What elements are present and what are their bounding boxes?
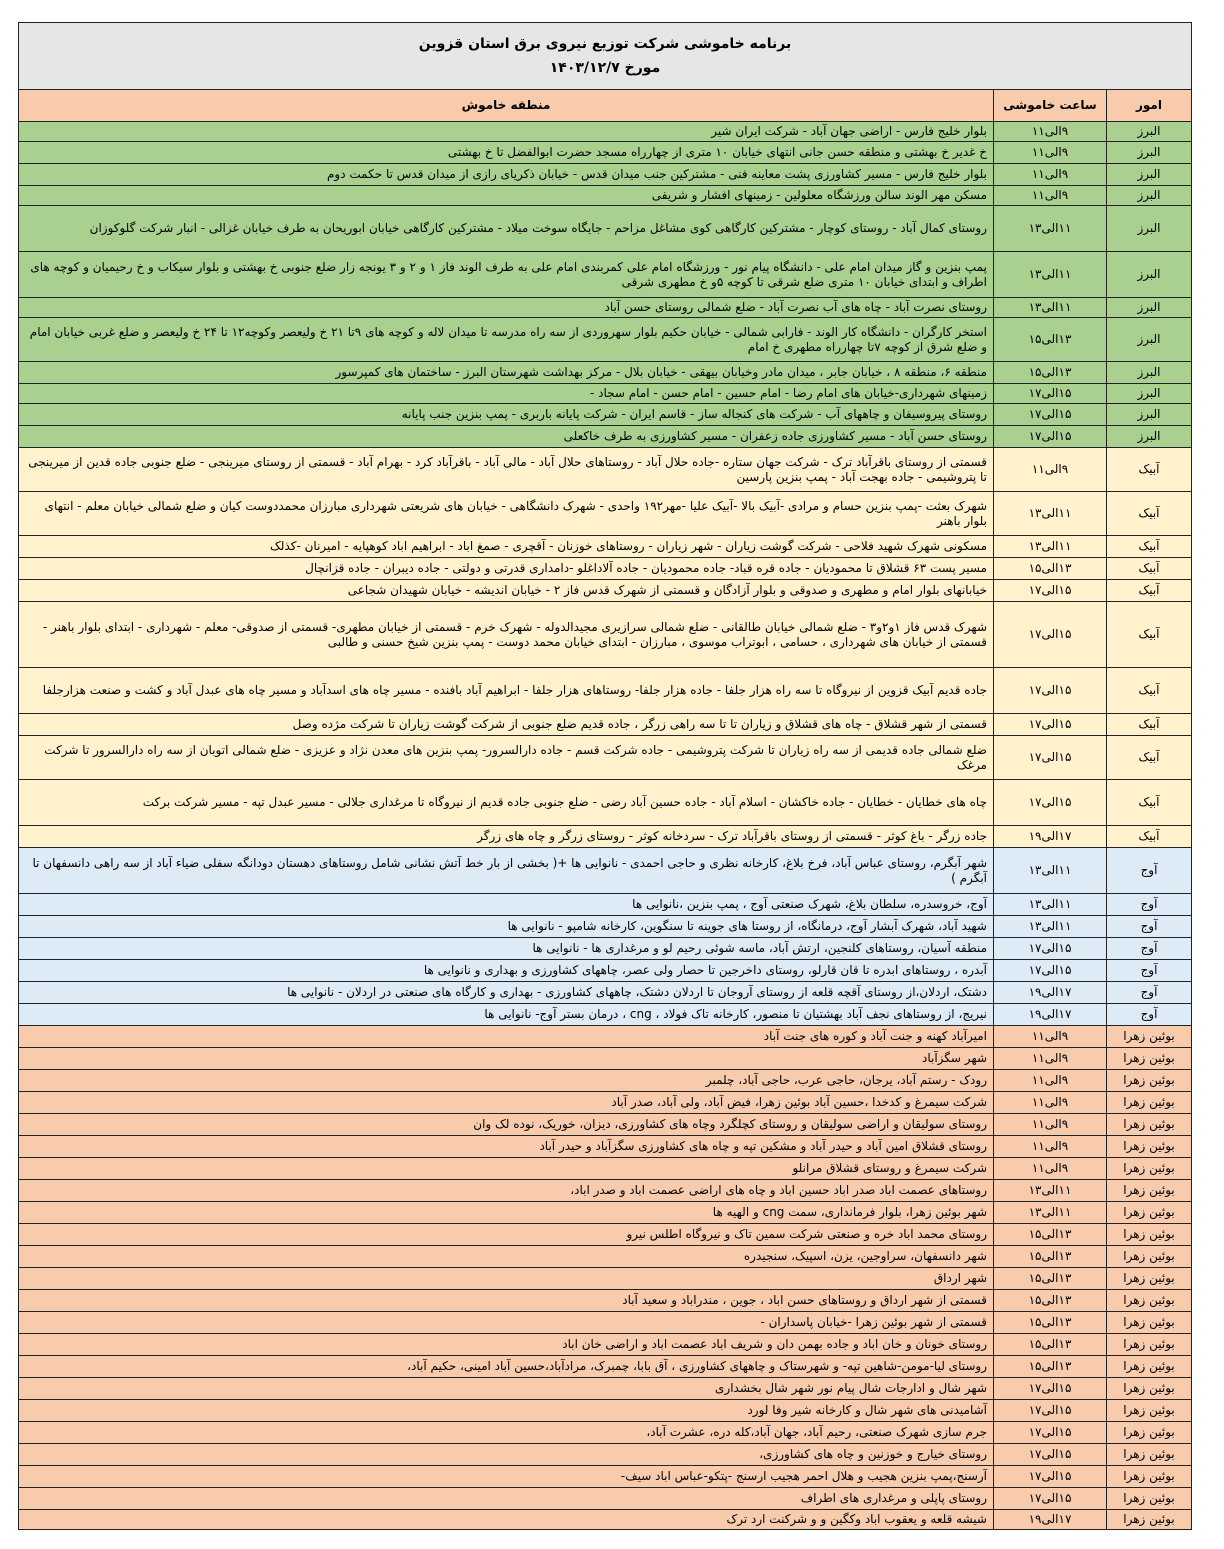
hours-cell: ۱۳الی۱۵: [994, 1312, 1107, 1334]
hours-cell: ۱۵الی۱۷: [994, 1422, 1107, 1444]
region-cell: بلوار خلیج فارس - اراضی جهان آباد - شرکت ایران شیر: [19, 122, 994, 142]
area-cell: آبیک: [1107, 448, 1192, 492]
area-cell: البرز: [1107, 404, 1192, 426]
region-cell: روستای پیروسیفان و چاههای آب - شرکت های کنجاله ساز - قاسم ایران - شرکت پایانه باربری - پمپ بنزین جنب پایانه: [19, 404, 994, 426]
region-cell: شهر سگزآباد: [19, 1048, 994, 1070]
header-area: امور: [1107, 90, 1192, 122]
hours-cell: ۱۵الی۱۷: [994, 960, 1107, 982]
table-row: [19, 1136, 1192, 1158]
region-cell: روستای محمد اباد خره و صنعتی شرکت سمین تاک و نیروگاه اطلس نیرو: [19, 1224, 994, 1246]
table-row: [19, 938, 1192, 960]
table-row: [19, 384, 1192, 404]
hours-cell: ۱۳الی۱۵: [994, 318, 1107, 362]
region-cell: قسمتی از شهر ارداق و روستاهای حسن اباد ، جوین ، مندراباد و سعید آباد: [19, 1290, 994, 1312]
area-cell: بوئین زهرا: [1107, 1488, 1192, 1510]
area-cell: البرز: [1107, 298, 1192, 318]
table-row: [19, 848, 1192, 894]
hours-cell: ۱۱الی۱۳: [994, 252, 1107, 298]
area-cell: بوئین زهرا: [1107, 1048, 1192, 1070]
hours-cell: ۱۷الی۱۹: [994, 982, 1107, 1004]
hours-cell: ۹الی۱۱: [994, 1114, 1107, 1136]
area-cell: بوئین زهرا: [1107, 1136, 1192, 1158]
table-row: [19, 426, 1192, 448]
region-cell: شهرک قدس فاز ۱و۲و۳ - ضلع شمالی خیابان طالقانی - ضلع شمالی سرازیری مجیدالدوله - شهرک خرم - قسمتی از خیابان مطهری- قسمتی از صدوقی- معلم - شهرداری - ابتدای بلوار باهنر - قسمتی از خیابان های شهرداری ، حسامی ، ابوتراب موسوی ، مبارزان - ابتدای خیابان محمد دوست - پمپ بنزین شیخ حسنی و طالبی: [19, 602, 994, 668]
region-cell: استخر کارگران - دانشگاه کار الوند - فارابی شمالی - خیابان حکیم بلوار سهروردی از سه راه مدرسه تا میدان لاله و کوچه های ۹تا ۲۱ خ ولیعصر وکوچه۱۲ تا ۲۴ خ ولیعصر و ضلع غربی خیابان امام و ضلع شرق از کوچه ۷تا چهارراه مطهری خ امام: [19, 318, 994, 362]
region-cell: آوج، خروسدره، سلطان بلاغ، شهرک صنعتی آوج ، پمپ بنزین ،نانوایی ها: [19, 894, 994, 916]
region-cell: مسکونی شهرک شهید فلاحی - شرکت گوشت زیاران - شهر زیاران - روستاهای خوزنان - آقچری - صمغ اباد - ابراهیم اباد کوهپایه - امیرنان -کذلک: [19, 536, 994, 558]
hours-cell: ۱۱الی۱۳: [994, 206, 1107, 252]
hours-cell: ۱۷الی۱۹: [994, 1004, 1107, 1026]
table-row: [19, 668, 1192, 714]
table-row: [19, 1004, 1192, 1026]
area-cell: بوئین زهرا: [1107, 1158, 1192, 1180]
hours-cell: ۱۵الی۱۷: [994, 404, 1107, 426]
hours-cell: ۱۱الی۱۳: [994, 1180, 1107, 1202]
area-cell: بوئین زهرا: [1107, 1444, 1192, 1466]
hours-cell: ۱۵الی۱۷: [994, 1466, 1107, 1488]
table-row: [19, 1180, 1192, 1202]
region-cell: شهرک بعثت -پمپ بنزین حسام و مرادی -آبیک بالا -آبیک علیا -مهر۱۹۲ واحدی - شهرک دانشگاهی - خیابان های شریعتی شهرداری مبارزان محمددوست کیان و ضلع شمالی خیابان معلم - انتهای بلوار باهنر: [19, 492, 994, 536]
hours-cell: ۱۵الی۱۷: [994, 938, 1107, 960]
area-cell: بوئین زهرا: [1107, 1070, 1192, 1092]
table-row: [19, 602, 1192, 668]
area-cell: بوئین زهرا: [1107, 1378, 1192, 1400]
region-cell: جاده زرگر - باغ کوثر - قسمتی از روستای باقرآباد ترک - سردخانه کوثر - روستای زرگر و چاه های زرگر: [19, 826, 994, 848]
table-row: [19, 1048, 1192, 1070]
hours-cell: ۹الی۱۱: [994, 1158, 1107, 1180]
table-row: [19, 736, 1192, 780]
region-cell: شهر شال و ادارجات شال پیام نور شهر شال بخشداری: [19, 1378, 994, 1400]
region-cell: روستای خونان و خان اباد و جاده بهمن دان و شریف اباد عصمت اباد و اراضی خان اباد: [19, 1334, 994, 1356]
hours-cell: ۱۵الی۱۷: [994, 1444, 1107, 1466]
hours-cell: ۱۱الی۱۳: [994, 848, 1107, 894]
title-cell: [19, 23, 1192, 90]
table-row: [19, 1312, 1192, 1334]
hours-cell: ۱۵الی۱۷: [994, 426, 1107, 448]
area-cell: البرز: [1107, 122, 1192, 142]
area-cell: بوئین زهرا: [1107, 1334, 1192, 1356]
region-cell: روستای کمال آباد - روستای کوچار - مشترکین کارگاهی کوی مشاغل مزاحم - جایگاه سوخت میلاد - مشترکین کارگاهی خیابان ابوریحان به طرف خیابان غزالی - انبار شرکت گلوکوزان: [19, 206, 994, 252]
table-row: [19, 362, 1192, 384]
table-row: [19, 1202, 1192, 1224]
table-row: [19, 252, 1192, 298]
region-cell: نیریج، از روستاهای نجف آباد بهشتیان تا منصور، کارخانه تاک فولاد ، cng ، درمان بستر آوج- نانوایی ها: [19, 1004, 994, 1026]
table-row: [19, 122, 1192, 142]
region-cell: روستای قشلاق امین آباد و حیدر آباد و مشکین تپه و چاه های کشاورزی سگزآباد و حیدر آباد: [19, 1136, 994, 1158]
region-cell: روستای خیارج و خوزنین و چاه های کشاورزی،: [19, 1444, 994, 1466]
hours-cell: ۱۳الی۱۵: [994, 1356, 1107, 1378]
region-cell: روستای سولیقان و اراضی سولیقان و روستای کچلگرد وچاه های کشاورزی، دیزان، خوریک، نوده لک وان: [19, 1114, 994, 1136]
hours-cell: ۱۵الی۱۷: [994, 1488, 1107, 1510]
hours-cell: ۱۳الی۱۵: [994, 1224, 1107, 1246]
region-cell: شهید آباد، شهرک آبشار آوج، درمانگاه، از روستا های جوینه تا سنگوین، کارخانه شامپو - نانوایی ها: [19, 916, 994, 938]
table-row: [19, 1026, 1192, 1048]
area-cell: البرز: [1107, 384, 1192, 404]
hours-cell: ۱۳الی۱۵: [994, 558, 1107, 580]
table-row: [19, 714, 1192, 736]
region-cell: ضلع شمالی جاده قدیمی از سه راه زیاران تا شرکت پتروشیمی - جاده شرکت قسم - جاده دارالسرور- پمپ بنزین های معدن نژاد و عزیزی - ضلع شمالی اتوبان از سه راه دارالسرور تا شرکت مرغک: [19, 736, 994, 780]
hours-cell: ۱۵الی۱۷: [994, 1400, 1107, 1422]
hours-cell: ۹الی۱۱: [994, 1136, 1107, 1158]
region-cell: روستای پاپلی و مرغداری های اطراف: [19, 1488, 994, 1510]
table-row: [19, 206, 1192, 252]
hours-cell: ۹الی۱۱: [994, 164, 1107, 186]
area-cell: بوئین زهرا: [1107, 1312, 1192, 1334]
hours-cell: ۱۳الی۱۵: [994, 1246, 1107, 1268]
region-cell: شهر بوئین زهرا، بلوار فرمانداری، سمت cng و الهیه ها: [19, 1202, 994, 1224]
area-cell: بوئین زهرا: [1107, 1400, 1192, 1422]
table-row: [19, 780, 1192, 826]
region-cell: مسیر پست ۶۳ قشلاق تا محمودیان - جاده قره قباد- جاده محمودیان - جاده آلاداغلو -دامداری قدرتی و دولتی - جاده دیبران - جاده قزانچال: [19, 558, 994, 580]
area-cell: بوئین زهرا: [1107, 1510, 1192, 1530]
hours-cell: ۱۷الی۱۹: [994, 1510, 1107, 1530]
area-cell: آبیک: [1107, 826, 1192, 848]
table-row: [19, 1422, 1192, 1444]
hours-cell: ۱۱الی۱۳: [994, 1202, 1107, 1224]
region-cell: پمپ بنزین و گاز میدان امام علی - دانشگاه پیام نور - ورزشگاه امام علی کمربندی امام علی به طرف الوند فاز ۱ و ۲ و ۳ یونجه زار ضلع جنوبی خ بهشتی و بلوار سیکاب و خ رحیمیان و کوچه های اطراف و ابتدای خیابان ۱۰ متری ضلع شرقی تا کوچه ۵و خ مطهری شرقی: [19, 252, 994, 298]
hours-cell: ۱۵الی۱۷: [994, 384, 1107, 404]
region-cell: شرکت سیمرغ و کدخدا ،حسین آباد بوئین زهرا، فیض آباد، ولی آباد، صدر آباد: [19, 1092, 994, 1114]
table-row: [19, 1488, 1192, 1510]
region-cell: بلوار خلیج فارس - مسیر کشاورزی پشت معاینه فنی - مشترکین جنب میدان قدس - خیابان ذکریای رازی از میدان قدس تا حکمت دوم: [19, 164, 994, 186]
hours-cell: ۱۳الی۱۵: [994, 1290, 1107, 1312]
table-row: [19, 142, 1192, 164]
area-cell: البرز: [1107, 186, 1192, 206]
area-cell: البرز: [1107, 252, 1192, 298]
area-cell: آوج: [1107, 960, 1192, 982]
hours-cell: ۹الی۱۱: [994, 142, 1107, 164]
table-row: [19, 1246, 1192, 1268]
table-row: [19, 1400, 1192, 1422]
table-row: [19, 960, 1192, 982]
region-cell: قسمتی از روستای باقرآباد ترک - شرکت جهان ستاره -جاده حلال آباد - روستاهای حلال آباد - مالی آباد - باقرآباد کرد - بهرام آباد - قسمتی از روستای میرینجی - ضلع جنوبی جاده قدین از میرینجی تا پتروشیمی - جاده بهجت آباد - پمپ بنزین پارسین: [19, 448, 994, 492]
area-cell: آبیک: [1107, 580, 1192, 602]
table-row: [19, 164, 1192, 186]
table-row: [19, 1290, 1192, 1312]
hours-cell: ۹الی۱۱: [994, 1070, 1107, 1092]
table-row: [19, 1356, 1192, 1378]
table-row: [19, 1268, 1192, 1290]
table-row: [19, 558, 1192, 580]
region-cell: روستاهای عصمت اباد صدر اباد حسین اباد و چاه های اراضی عصمت اباد و صدر اباد،: [19, 1180, 994, 1202]
area-cell: بوئین زهرا: [1107, 1180, 1192, 1202]
region-cell: آشامیدنی های شهر شال و کارخانه شیر وفا لورد: [19, 1400, 994, 1422]
area-cell: بوئین زهرا: [1107, 1268, 1192, 1290]
region-cell: روستای نصرت آباد - چاه های آب نصرت آباد - ضلع شمالی روستای حسن آباد: [19, 298, 994, 318]
region-cell: شهر دانسفهان، سراوجین، یزن، اسپیک، سنجیدره: [19, 1246, 994, 1268]
blackout-schedule: [18, 22, 1191, 1530]
area-cell: البرز: [1107, 206, 1192, 252]
hours-cell: ۹الی۱۱: [994, 186, 1107, 206]
region-cell: آرسنج،پمپ بنزین هجیب و هلال احمر هجیب ارسنج -پتکو-عباس اباد سیف-: [19, 1466, 994, 1488]
hours-cell: ۱۳الی۱۵: [994, 1334, 1107, 1356]
area-cell: البرز: [1107, 142, 1192, 164]
table-row: [19, 826, 1192, 848]
hours-cell: ۹الی۱۱: [994, 448, 1107, 492]
region-cell: قسمتی از شهر بوئین زهرا -خیابان پاسداران -: [19, 1312, 994, 1334]
table-row: [19, 492, 1192, 536]
hours-cell: ۱۵الی۱۷: [994, 714, 1107, 736]
area-cell: آوج: [1107, 916, 1192, 938]
area-cell: آبیک: [1107, 668, 1192, 714]
area-cell: آبیک: [1107, 714, 1192, 736]
region-cell: خ غدیر خ بهشتی و منطقه حسن جانی انتهای خیابان ۱۰ متری از چهارراه مسجد حضرت ابوالفضل تا خ بهشتی: [19, 142, 994, 164]
header-row: [19, 90, 1192, 122]
table-row: [19, 186, 1192, 206]
area-cell: بوئین زهرا: [1107, 1202, 1192, 1224]
region-cell: منطقه ۶، منطقه ۸ ، خیابان جابر ، میدان مادر وخیابان بیهقی - خیابان بلال - مرکز بهداشت شهرستان البرز - ساختمان های کمپرسور: [19, 362, 994, 384]
area-cell: آوج: [1107, 938, 1192, 960]
hours-cell: ۱۳الی۱۵: [994, 362, 1107, 384]
table-row: [19, 1070, 1192, 1092]
region-cell: جاده قدیم آبیک قزوین از نیروگاه تا سه راه هزار جلفا - جاده هزار جلفا- روستاهای هزار جلفا - ابراهیم آباد بافنده - مسیر چاه های اسدآباد و مسیر چاه های عبدل آباد و کشت و صنعت هزارجلفا: [19, 668, 994, 714]
region-cell: زمینهای شهرداری-خیابان های امام رضا - امام حسین - امام حسن - امام سجاد -: [19, 384, 994, 404]
table-row: [19, 1378, 1192, 1400]
region-cell: شهر ارداق: [19, 1268, 994, 1290]
region-cell: شیشه قلعه و یعقوب اباد وکگین و و شرکنت ارد ترک: [19, 1510, 994, 1530]
region-cell: خیابانهای بلوار امام و مطهری و صدوقی و بلوار آزادگان و قسمتی از شهرک قدس فاز ۲ - خیابان اندیشه - خیابان شهیدان شجاعی: [19, 580, 994, 602]
area-cell: آبیک: [1107, 736, 1192, 780]
table-row: [19, 580, 1192, 602]
area-cell: آبیک: [1107, 492, 1192, 536]
area-cell: آبیک: [1107, 536, 1192, 558]
region-cell: دشتک، اردلان،از روستای آقچه قلعه از روستای آروجان تا اردلان دشتک، چاههای کشاورزی - بهداری و کارگاه های صنعتی در اردلان - نانوایی ها: [19, 982, 994, 1004]
hours-cell: ۱۱الی۱۳: [994, 298, 1107, 318]
table-row: [19, 1334, 1192, 1356]
area-cell: بوئین زهرا: [1107, 1290, 1192, 1312]
hours-cell: ۹الی۱۱: [994, 1092, 1107, 1114]
hours-cell: ۱۷الی۱۹: [994, 826, 1107, 848]
table-row: [19, 1510, 1192, 1530]
hours-cell: ۱۵الی۱۷: [994, 580, 1107, 602]
table-row: [19, 404, 1192, 426]
region-cell: آبدره ، روستاهای ابدره تا قان قارلو، روستای داخرجین تا حصار ولی عصر، چاههای کشاورزی و بهداری و نانوایی ها: [19, 960, 994, 982]
table-row: [19, 1224, 1192, 1246]
hours-cell: ۱۱الی۱۳: [994, 536, 1107, 558]
schedule-date: مورخ ۱۴۰۳/۱۲/۷: [549, 60, 661, 76]
table-row: [19, 1114, 1192, 1136]
area-cell: آبیک: [1107, 780, 1192, 826]
region-cell: جرم سازی شهرک صنعتی، رحیم آباد، جهان آباد،کله دره، عشرت آباد،: [19, 1422, 994, 1444]
area-cell: آوج: [1107, 1004, 1192, 1026]
hours-cell: ۱۳الی۱۵: [994, 1268, 1107, 1290]
schedule-title: برنامه خاموشی شرکت توزیع نیروی برق استان قزوین: [418, 36, 792, 52]
area-cell: بوئین زهرا: [1107, 1422, 1192, 1444]
table-row: [19, 916, 1192, 938]
area-cell: بوئین زهرا: [1107, 1114, 1192, 1136]
blackout-table: [18, 22, 1192, 1530]
title-row: [19, 23, 1192, 90]
area-cell: بوئین زهرا: [1107, 1026, 1192, 1048]
hours-cell: ۱۵الی۱۷: [994, 736, 1107, 780]
area-cell: آبیک: [1107, 558, 1192, 580]
header-hours: ساعت خاموشی: [994, 90, 1107, 122]
area-cell: البرز: [1107, 318, 1192, 362]
area-cell: آوج: [1107, 982, 1192, 1004]
region-cell: رودک - رستم آباد، یرجان، حاجی عرب، حاجی آباد، چلمبر: [19, 1070, 994, 1092]
table-row: [19, 1444, 1192, 1466]
area-cell: بوئین زهرا: [1107, 1466, 1192, 1488]
region-cell: چاه های خطایان - خطایان - جاده خاکشان - اسلام آباد - جاده حسین آباد رضی - ضلع جنوبی جاده قدیم از نیروگاه تا مرغداری جلالی - مسیر عبدل تپه - مسیر شرکت برکت: [19, 780, 994, 826]
region-cell: روستای لیا-مومن-شاهین تپه- و شهرستاک و چاههای کشاورزی ، آق بابا، چمبرک، مرادآباد،حسین آباد امینی، حکیم آباد،: [19, 1356, 994, 1378]
hours-cell: ۹الی۱۱: [994, 1026, 1107, 1048]
hours-cell: ۱۱الی۱۳: [994, 916, 1107, 938]
table-row: [19, 894, 1192, 916]
hours-cell: ۱۱الی۱۳: [994, 492, 1107, 536]
table-row: [19, 1466, 1192, 1488]
header-region: منطقه خاموش: [19, 90, 994, 122]
area-cell: بوئین زهرا: [1107, 1224, 1192, 1246]
table-row: [19, 318, 1192, 362]
table-row: [19, 536, 1192, 558]
hours-cell: ۱۵الی۱۷: [994, 780, 1107, 826]
area-cell: البرز: [1107, 362, 1192, 384]
region-cell: شرکت سیمرغ و روستای قشلاق مرانلو: [19, 1158, 994, 1180]
area-cell: آوج: [1107, 894, 1192, 916]
region-cell: شهر آبگرم، روستای عباس آباد، فرخ بلاغ، کارخانه نظری و حاجی احمدی - نانوایی ها +( بخشی از بار خط آتش نشانی شامل روستاهای دهستان دودانگه سفلی ضیاء آباد از سه راهی دانسفهان تا آبگرم ): [19, 848, 994, 894]
hours-cell: ۱۱الی۱۳: [994, 894, 1107, 916]
area-cell: آوج: [1107, 848, 1192, 894]
table-row: [19, 298, 1192, 318]
table-row: [19, 1092, 1192, 1114]
area-cell: بوئین زهرا: [1107, 1246, 1192, 1268]
table-row: [19, 448, 1192, 492]
hours-cell: ۱۵الی۱۷: [994, 1378, 1107, 1400]
region-cell: منطقه آسیان، روستاهای کلنجین، ارتش آباد، ماسه شوئی رحیم لو و مرغداری ها - نانوایی ها: [19, 938, 994, 960]
area-cell: بوئین زهرا: [1107, 1092, 1192, 1114]
table-row: [19, 982, 1192, 1004]
area-cell: بوئین زهرا: [1107, 1356, 1192, 1378]
hours-cell: ۹الی۱۱: [994, 1048, 1107, 1070]
hours-cell: ۱۵الی۱۷: [994, 668, 1107, 714]
area-cell: آبیک: [1107, 602, 1192, 668]
hours-cell: ۱۵الی۱۷: [994, 602, 1107, 668]
hours-cell: ۹الی۱۱: [994, 122, 1107, 142]
area-cell: البرز: [1107, 164, 1192, 186]
region-cell: امیرآباد کهنه و جنت آباد و کوره های جنت آباد: [19, 1026, 994, 1048]
region-cell: مسکن مهر الوند سالن ورزشگاه معلولین - زمینهای افشار و شریفی: [19, 186, 994, 206]
region-cell: روستای حسن آباد - مسیر کشاورزی جاده زعفران - مسیر کشاورزی به طرف خاکعلی: [19, 426, 994, 448]
region-cell: قسمتی از شهر قشلاق - چاه های قشلاق و زیاران تا تا سه راهی زرگر ، جاده قدیم ضلع جنوبی از شرکت گوشت زیاران تا شرکت مژده وصل: [19, 714, 994, 736]
area-cell: البرز: [1107, 426, 1192, 448]
table-row: [19, 1158, 1192, 1180]
